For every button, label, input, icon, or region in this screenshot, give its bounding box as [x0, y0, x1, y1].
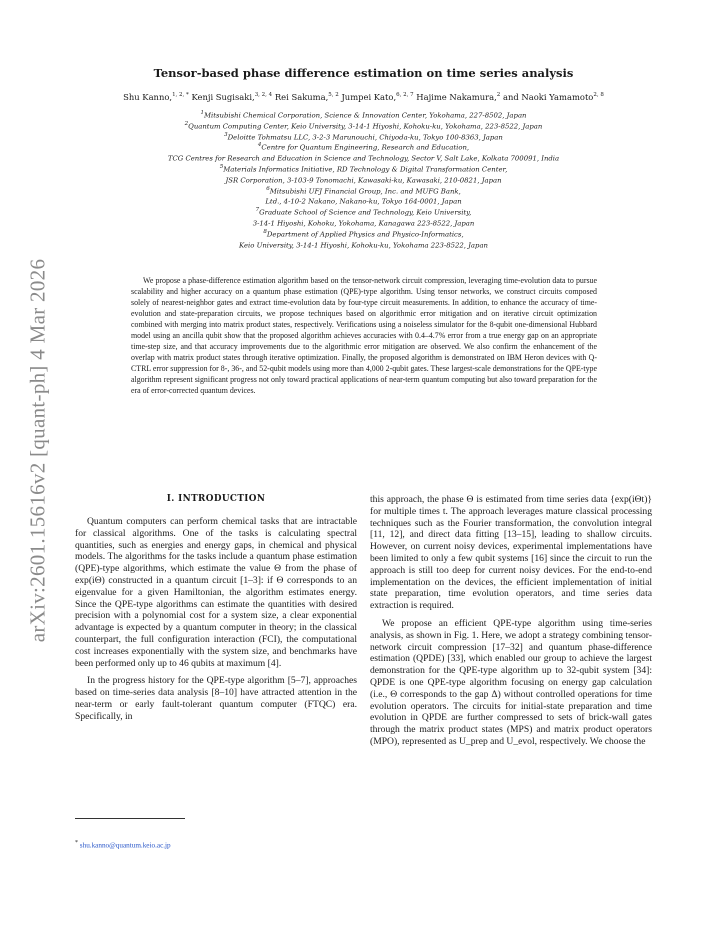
arxiv-identifier-text: arXiv:2601.15616v2 [quant-ph] 4 Mar 2026 [25, 258, 50, 642]
author: Hajime Nakamura,$^2$ [416, 92, 501, 102]
affiliation: $^4$Centre for Quantum Engineering, Research and Education, [257, 142, 470, 152]
affiliation: $^5$Materials Informatics Initiative, RD Technology & Digital Transformation Center, [219, 163, 508, 174]
footnote-marker: * [75, 840, 78, 846]
author: Kenji Sugisaki,$^{3, 2, 4}$ [191, 92, 273, 102]
author: Rei Sakuma,$^{5, 2}$ [274, 92, 339, 102]
affiliation: TCG Centres for Research and Education in Science and Technology, Sector V, Salt Lake, Kolkata 700091, India [167, 154, 560, 163]
affiliation: $^2$Quantum Computing Center, Keio University, 3-14-1 Hiyoshi, Kohoku-ku, Yokohama, 223-8522, Japan [184, 120, 543, 131]
affiliation: $^8$Department of Applied Physics and Physico-Informatics, [263, 228, 464, 239]
author: Shu Kanno,$^{1, 2, *}$ [123, 92, 189, 102]
left-column [75, 494, 357, 729]
body-paragraph: In the progress history for the QPE-type algorithm [5–7], approaches based on time-series data analysis [8–10] have attracted attention in the near-term or early fault-tolerant quantum computer (FTQC) era. Specifically, in [75, 675, 357, 722]
author-list [60, 92, 667, 102]
author: and Naoki Yamamoto$^{2, 8}$ [502, 92, 604, 102]
affiliation-list [60, 108, 667, 248]
arxiv-identifier-stamp [18, 250, 58, 650]
affiliation: 3-14-1 Hiyoshi, Kohoku, Yokohama, Kanagawa 223-8522, Japan [252, 219, 475, 228]
author: Jumpei Kato,$^{6, 2, 7}$ [341, 92, 414, 102]
right-column [370, 494, 652, 754]
affiliation: $^7$Graduate School of Science and Technology, Keio University, [255, 207, 472, 217]
body-paragraph: We propose an efficient QPE-type algorithm using time-series analysis, as shown in Fig. 1. Here, we adopt a strategy combining tensor-network circuit compression [17–32] and quantum phase-difference estimation (QPDE) [33], which enabled our group to achieve the largest demonstration for the QPE-type algorithm up to 32-qubit system [34]: QPDE is one QPE-type algorithm focusing on energy gap calculation (i.e., Θ corresponds to the gap Δ) without controlled operations for time evolution operators. The circuits for initial-state preparation and time evolution in QPDE are further compressed to sets of brick-wall gates through the matrix product states (MPS) and matrix product operators (MPO), represented as U_prep and U_evol, respectively. We choose the [370, 617, 652, 747]
affiliation: JSR Corporation, 3-103-9 Tonomachi, Kawasaki-ku, Kawasaki, 210-0821, Japan [225, 176, 502, 185]
affiliation: $^1$Mitsubishi Chemical Corporation, Science & Innovation Center, Yokohama, 227-8502, Japan [200, 110, 527, 120]
affiliation: Ltd., 4-10-2 Nakano, Nakano-ku, Tokyo 164-0001, Japan [265, 197, 462, 206]
footnote [75, 840, 171, 849]
affiliation: $^6$Mitsubishi UFJ Financial Group, Inc. and MUFG Bank, [266, 185, 461, 195]
affiliation: $^3$Deloitte Tohmatsu LLC, 3-2-3 Marunouchi, Chiyoda-ku, Tokyo 100-8363, Japan [224, 131, 503, 141]
affiliation: Keio University, 3-14-1 Hiyoshi, Kohoku-ku, Yokohama 223-8522, Japan [238, 240, 489, 249]
body-paragraph: Quantum computers can perform chemical tasks that are intractable for classical algorithms. One of the tasks is calculating spectral quantities, such as energies and energy gaps, in chemical and physical models. The algorithms for the tasks include a quantum phase estimation (QPE)-type algorithms, which estimate the value Θ from the phase of exp(iΘ) constructed in a quantum circuit [1–3]: if Θ corresponds to an eigenvalue for a given Hamiltonian, the algorithm estimates energy. Since the QPE-type algorithms can estimate the quantities with desired precision with a polynomial cost for a system size, a clear exponential advantage is expected by a quantum computer in theory; in the classical counterpart, the full configuration interaction (FCI), the computational cost increases exponentially with the system size, and benchmarks have been performed only up to 46 qubits at maximum [4]. [75, 516, 357, 669]
section-heading-introduction: I. INTRODUCTION [166, 494, 266, 504]
abstract: We propose a phase-difference estimation algorithm based on the tensor-network circuit compression, leveraging time-evolution data to pursue scalability and higher accuracy on a quantum phase estimation (QPE)-type algorithm. Using tensor networks, we construct circuits composed solely of nearest-neighbor gates and extract time-evolution data by four-type circuit measurements. In addition, to enhance the accuracy of time-evolution and state-preparation circuits, we propose techniques based on algorithmic error mitigation and on iterative circuit optimization combined with merging into matrix product states, respectively. Verifications using a noiseless simulator for the 8-qubit one-dimensional Hubbard model using an ancilla qubit show that the proposed algorithm achieves accuracies with 0.4–4.7% error from a true energy gap on an appropriate time-step size, and that accuracy improvements due to the algorithmic error mitigation are observed. We also confirm the enhancement of the overlap with matrix product states through iterative optimization. Finally, the proposed algorithm is demonstrated on IBM Heron devices with Q-CTRL error suppression for 8-, 36-, and 52-qubit models using more than 4,000 2-qubit gates. These largest-scale demonstrations for the QPE-type algorithm represent significant progress not only toward practical applications of near-term quantum computing but also toward preparation for the era of error-corrected quantum devices. [131, 276, 597, 395]
corresponding-email-link[interactable]: shu.kanno@quantum.keio.ac.jp [79, 841, 171, 850]
footnote-divider [75, 818, 185, 819]
paper-title: Tensor-based phase difference estimation on time series analysis [153, 66, 574, 80]
body-paragraph: this approach, the phase Θ is estimated from time series data {exp(iΘt)} for multiple times t. The approach leverages mature classical processing techniques such as the Fourier transformation, the convolution integral [11, 12], and direct data fitting [13–15], leading to shallow circuits. However, on current noisy devices, experimental implementations have been limited to only a few qubit systems [16] since the circuit to run the approach is still too deep for current noisy devices. For the end-to-end implementation on the devices, the efficient implementation of initial state preparation, time evolution operators, and time series data extraction is required. [370, 494, 652, 612]
